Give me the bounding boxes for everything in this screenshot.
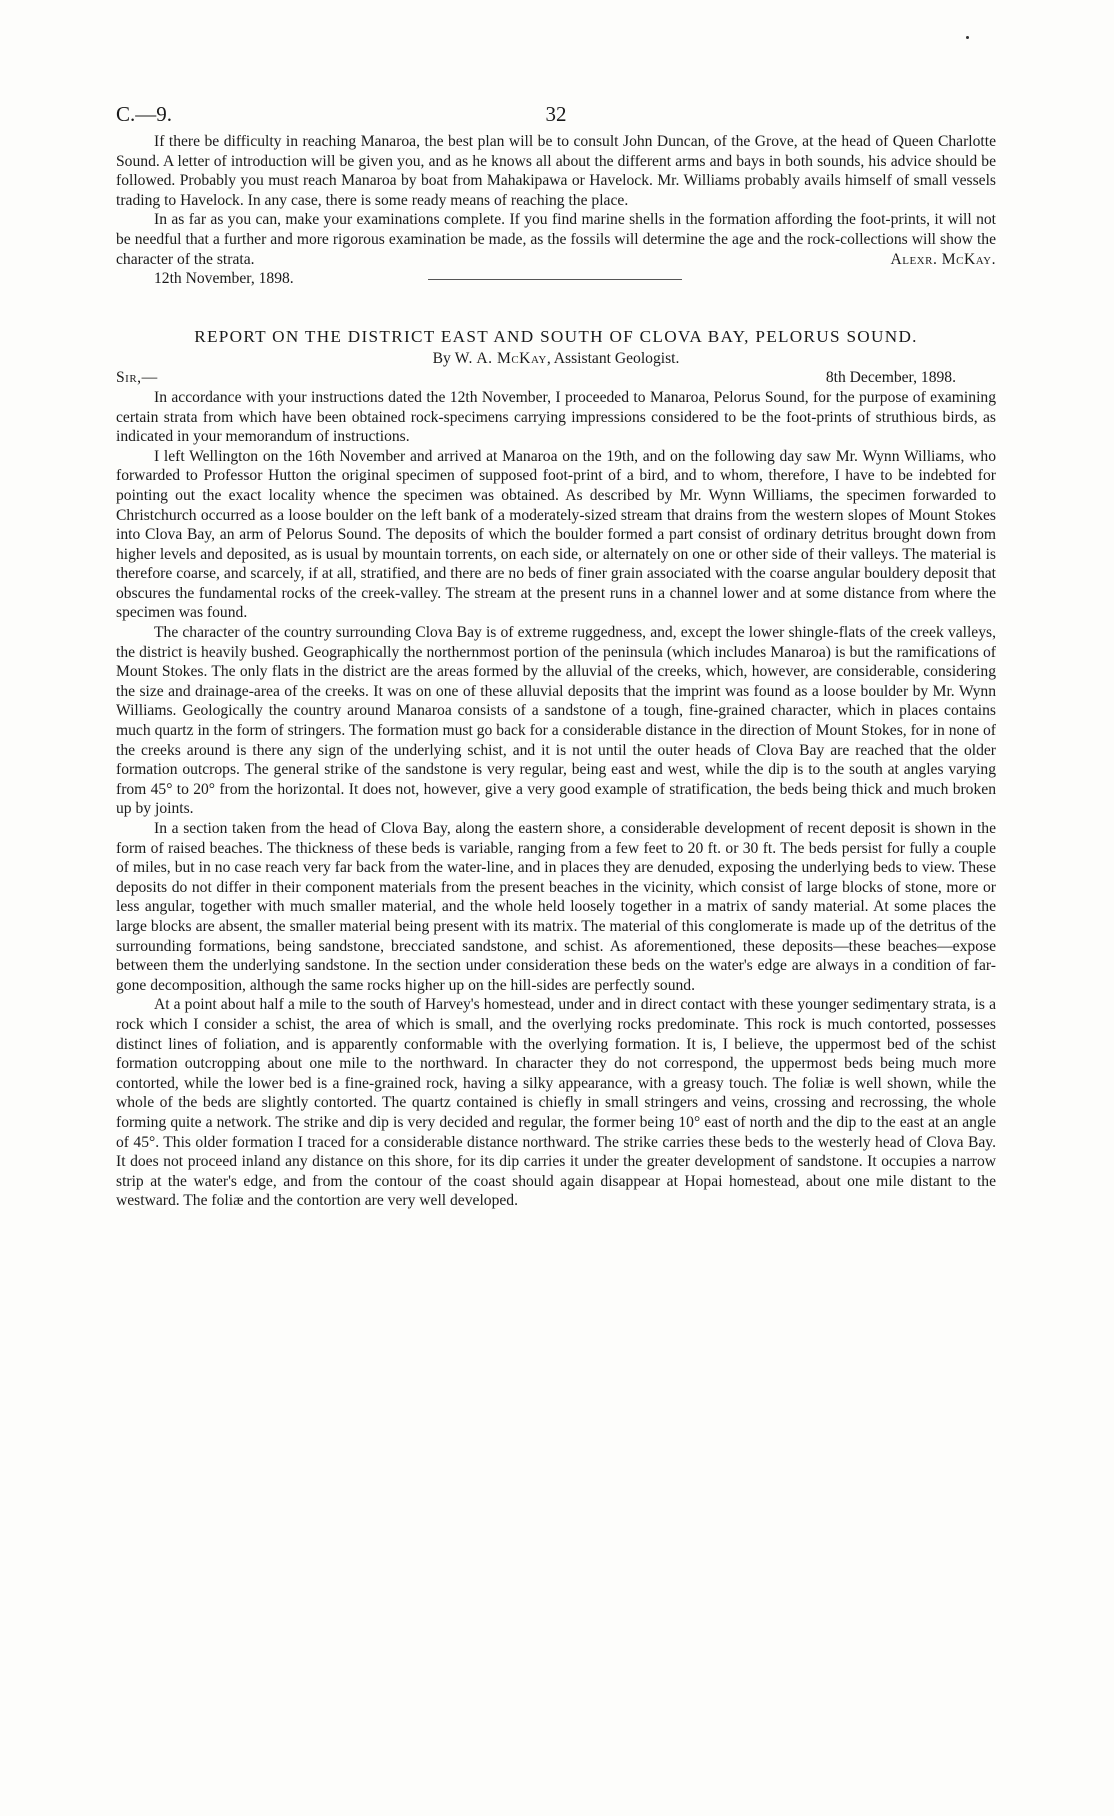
report-paragraph: The character of the country surrounding Clova Bay is of extreme ruggedness, and, except the lower shingle-flats of the creek valleys, the district is heavily bushed. Geographically the northernmost portion of the peninsula (which includes Manaroa) is but the ramifications of Mount Stokes. The only flats in the district are the areas formed by the alluvial of the creeks, which, however, are considerable, considering the size and drainage-area of the creeks. It was on one of these alluvial deposits that the imprint was found as a loose boulder by Mr. Wynn Williams. Geologically the country around Manaroa consists of a sandstone of a tough, fine-grained character, which in places contains much quartz in the form of stringers. The formation must go back for a considerable distance in the direction of Mount Stokes, for in none of the creeks around is there any sign of the underlying schist, and it is not until the outer heads of Clova Bay are reached that the older formation outcrops. The general strike of the sandstone is very regular, being east and west, while the dip is to the south at angles varying from 45° to 20° from the horizontal. It does not, however, give a very good example of stratification, the beds being thick and much broken up by joints.: [116, 624, 996, 818]
salutation-row: [116, 368, 996, 388]
letter-signature: Alexr. McKay.: [890, 250, 996, 268]
report-title: REPORT ON THE DISTRICT EAST AND SOUTH OF CLOVA BAY, PELORUS SOUND.: [194, 326, 918, 346]
page-header: [116, 102, 996, 132]
author-role: , Assistant Geologist.: [546, 349, 680, 367]
report-paragraph: In a section taken from the head of Clova Bay, along the eastern shore, a considerable development of recent deposit is shown in the form of raised beaches. The thickness of these beds is variable, ranging from a few feet to 20 ft. or 30 ft. The beds persist for fully a couple of miles, but in no case reach very far back from the water-line, and in places they are denuded, exposing the underlying beds to view. These deposits do not differ in their component materials from the present beaches in the vicinity, which consist of large blocks of stone, more or less angular, together with much smaller material, and the whole held loosely together in a matrix of sandy material. At some places the large blocks are absent, the smaller material being present with its matrix. The material of this conglomerate is made up of the detritus of the surrounding formations, being sandstone, brecciated sandstone, and schist. As aforementioned, these deposits—these beaches—expose between them the underlying sandstone. In the section under consideration these beds on the water's edge are always in a condition of far-gone decomposition, although the same rocks higher up on the hill-sides are perfectly sound.: [116, 820, 996, 994]
letter-date: 12th November, 1898.: [154, 270, 294, 288]
speck-mark: [966, 36, 969, 39]
report-author: W. A. McKay: [454, 349, 547, 367]
byline-prefix: By: [432, 349, 451, 367]
report-byline: [116, 349, 996, 369]
letter-paragraph: In as far as you can, make your examinations complete. If you find marine shells in the formation affording the foot-prints, it will not be needful that a further and more rigorous examination be made, as the fossils will determine the age and the rock-collections will show the character of the strata.: [116, 211, 996, 268]
section-divider: [116, 289, 996, 299]
salutation: Sir,—: [116, 369, 158, 387]
report-date: 8th December, 1898.: [825, 369, 956, 387]
divider-rule: [428, 279, 682, 280]
page-content: [116, 102, 996, 1211]
page-number: 32: [545, 102, 567, 126]
document-code: C.—9.: [116, 102, 173, 126]
letter-paragraph: If there be difficulty in reaching Manaroa, the best plan will be to consult John Duncan, of the Grove, at the head of Queen Charlotte Sound. A letter of introduction will be given you, and as he knows all about the different arms and bays in both sounds, his advice should be followed. Probably you must reach Manaroa by boat from Mahakipawa or Havelock. Mr. Williams probably avails himself of small vessels trading to Havelock. In any case, there is some ready means of reaching the place.: [116, 133, 996, 209]
report-paragraph: At a point about half a mile to the south of Harvey's homestead, under and in direct contact with these younger sedimentary strata, is a rock which I consider a schist, the area of which is small, and the overlying rocks predominate. This rock is much contorted, possesses distinct lines of foliation, and is apparently conformable with the overlying formation. It is, I believe, the uppermost bed of the schist formation outcropping about one mile to the northward. In character they do not correspond, the uppermost beds being much more contorted, while the lower bed is a fine-grained rock, having a silky appearance, with a greasy touch. The foliæ is well shown, while the whole of the beds are slightly contorted. The quartz contained is chiefly in small stringers and veins, crossing and recrossing, the whole forming quite a network. The strike and dip is very decided and regular, the former being 10° east of north and the dip to the east at an angle of 45°. This older formation I traced for a considerable distance northward. The strike carries these beds to the westerly head of Clova Bay. It does not proceed inland any distance on this shore, for its dip carries it under the greater development of sandstone. It occupies a narrow strip at the water's edge, and from the contour of the coast should again disappear at Hopai homestead, about one mile distant to the westward. The foliæ and the contortion are very well developed.: [116, 996, 996, 1210]
report-paragraph: I left Wellington on the 16th November and arrived at Manaroa on the 19th, and on the following day saw Mr. Wynn Williams, who forwarded to Professor Hutton the original specimen of supposed foot-print of a bird, and to whom, therefore, I have to be indebted for pointing out the exact locality whence the specimen was obtained. As described by Mr. Wynn Williams, the specimen forwarded to Christchurch occurred as a loose boulder on the left bank of a moderately-sized stream that drains from the western slopes of Mount Stokes into Clova Bay, an arm of Pelorus Sound. The deposits of which the boulder formed a part consist of ordinary detritus brought down from higher levels and deposited, as is usual by mountain torrents, on each side, or alternately on one or other side of their valleys. The material is therefore coarse, and scarcely, if at all, stratified, and there are no beds of finer grain associated with the coarse angular bouldery deposit that obscures the fundamental rocks of the creek-valley. The stream at the present runs in a channel lower and at some distance from where the specimen was found.: [116, 447, 996, 622]
report-paragraph: In accordance with your instructions dated the 12th November, I proceeded to Manaroa, Pelorus Sound, for the purpose of examining certain strata from which have been obtained rock-specimens carrying impressions considered to be the foot-prints of struthious birds, as indicated in your memorandum of instructions.: [116, 388, 996, 446]
